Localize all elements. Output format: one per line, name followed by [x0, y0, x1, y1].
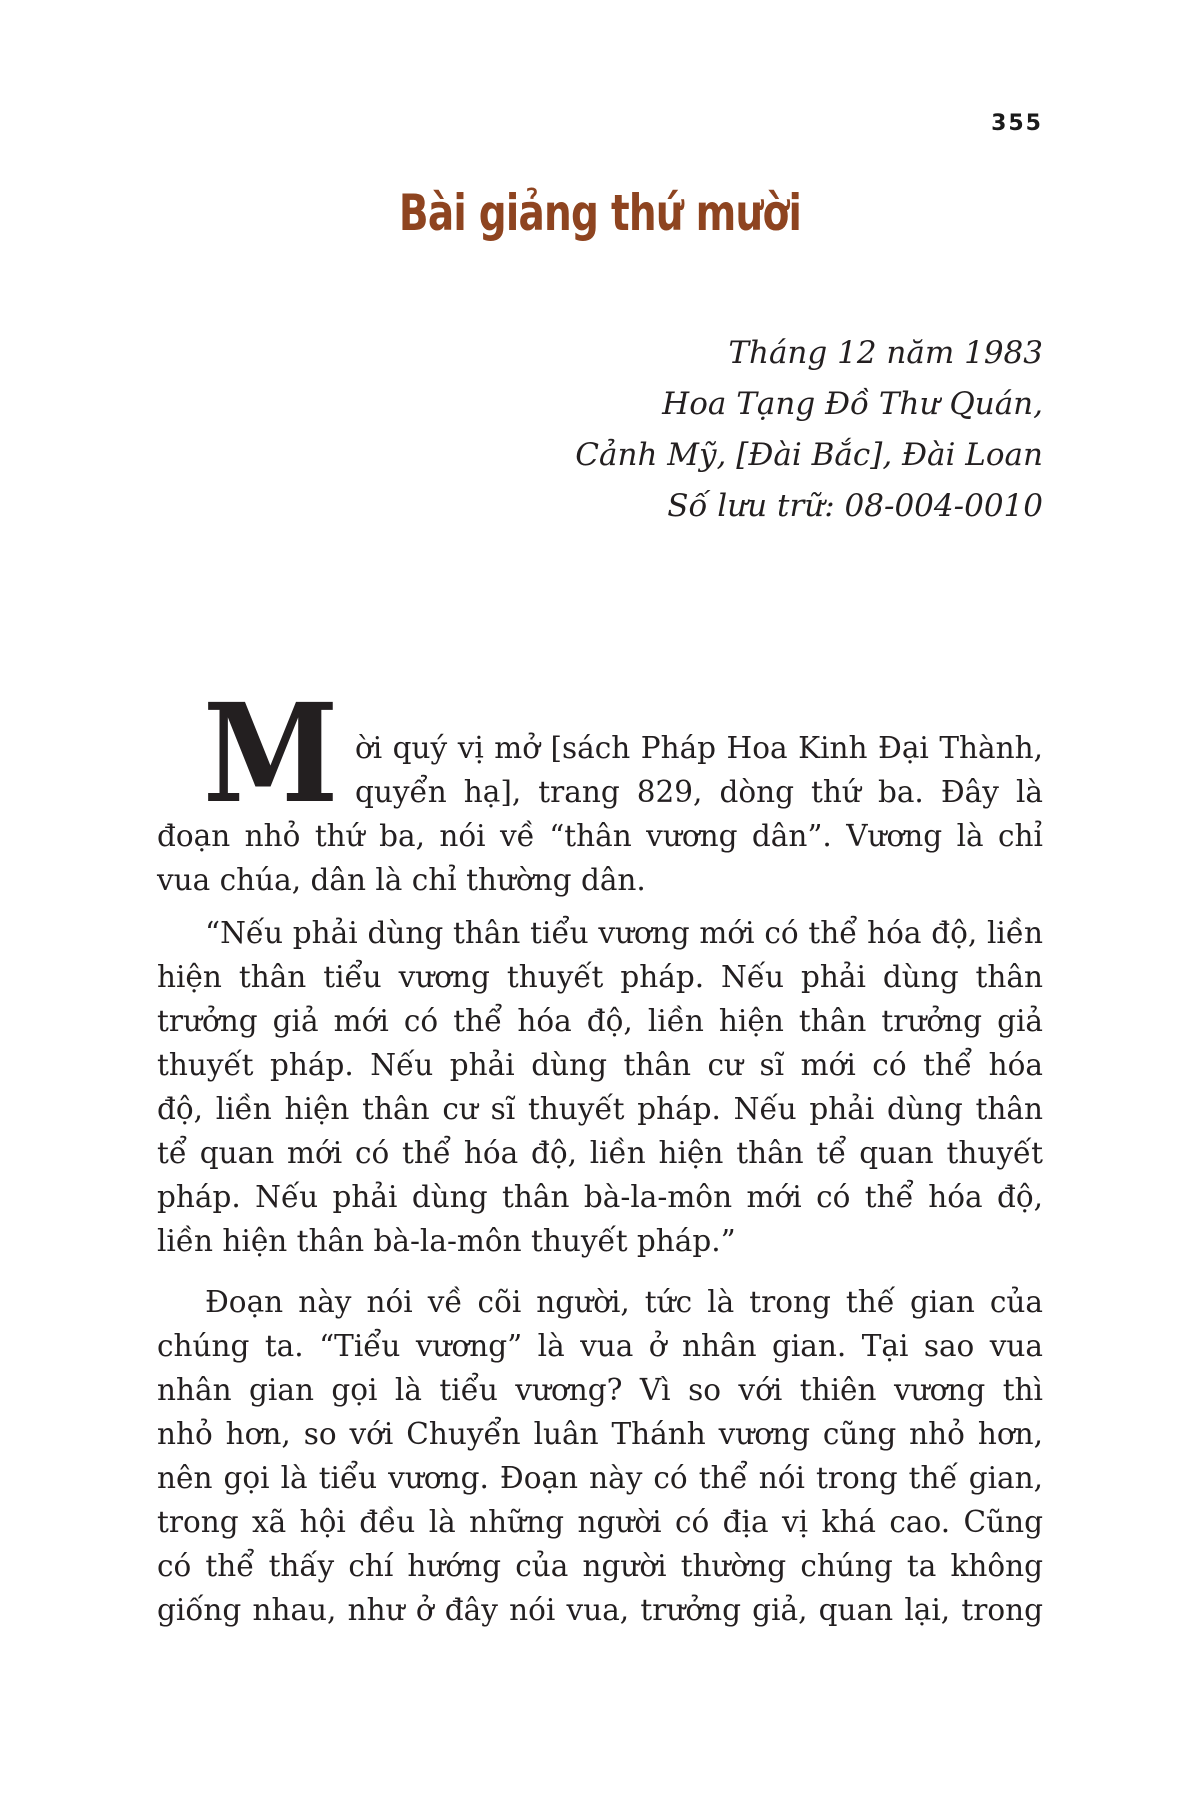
paragraph-3-line: nhỏ hơn, so với Chuyển luân Thánh vương cũng nhỏ hơn, [157, 1417, 1043, 1451]
lecture-metadata [575, 328, 1043, 532]
lecture-venue: Hoa Tạng Đồ Thư Quán, [662, 386, 1043, 422]
lecture-location: Cảnh Mỹ, [Đài Bắc], Đài Loan [575, 437, 1043, 473]
paragraph-1-line: ời quý vị mở [sách Pháp Hoa Kinh Đại Thành, [355, 731, 1043, 765]
paragraph-3-line: có thể thấy chí hướng của người thường chúng ta không [157, 1549, 1043, 1583]
paragraph-2-line: trưởng giả mới có thể hóa độ, liền hiện thân trưởng giả [157, 1004, 1043, 1038]
paragraph-1-line: đoạn nhỏ thứ ba, nói về “thân vương dân”. Vương là chỉ [157, 819, 1043, 853]
archive-number: Số lưu trữ: 08-004-0010 [667, 488, 1043, 524]
paragraph-3-line: trong xã hội đều là những người có địa vị khá cao. Cũng [157, 1505, 1043, 1539]
paragraph-1-line: quyển hạ], trang 829, dòng thứ ba. Đây là [355, 775, 1043, 809]
paragraph-3-line: Đoạn này nói về cõi người, tức là trong thế gian của [205, 1285, 1043, 1319]
paragraph-2-line: tể quan mới có thể hóa độ, liền hiện thân tể quan thuyết [157, 1136, 1043, 1170]
paragraph-2-line: pháp. Nếu phải dùng thân bà-la-môn mới có thể hóa độ, [157, 1180, 1043, 1214]
paragraph-1-line: vua chúa, dân là chỉ thường dân. [157, 863, 646, 897]
paragraph-2-line: liền hiện thân bà-la-môn thuyết pháp.” [157, 1224, 736, 1258]
paragraph-3-line: nên gọi là tiểu vương. Đoạn này có thể nói trong thế gian, [157, 1461, 1043, 1495]
chapter-title: Bài giảng thứ mười [398, 184, 802, 242]
paragraph-3-line: giống nhau, như ở đây nói vua, trưởng giả, quan lại, trong [157, 1593, 1043, 1627]
paragraph-3-line: chúng ta. “Tiểu vương” là vua ở nhân gian. Tại sao vua [157, 1329, 1043, 1363]
paragraph-2-line: hiện thân tiểu vương thuyết pháp. Nếu phải dùng thân [157, 960, 1043, 994]
paragraph-2-line: “Nếu phải dùng thân tiểu vương mới có thể hóa độ, liền [205, 916, 1043, 950]
paragraph-2-line: thuyết pháp. Nếu phải dùng thân cư sĩ mới có thể hóa [157, 1048, 1043, 1082]
lecture-date: Tháng 12 năm 1983 [728, 335, 1043, 371]
page-number: 355 [991, 111, 1043, 136]
drop-cap: M [203, 674, 339, 834]
paragraph-2-line: độ, liền hiện thân cư sĩ thuyết pháp. Nếu phải dùng thân [157, 1092, 1043, 1126]
paragraph-3-line: nhân gian gọi là tiểu vương? Vì so với thiên vương thì [157, 1373, 1043, 1407]
